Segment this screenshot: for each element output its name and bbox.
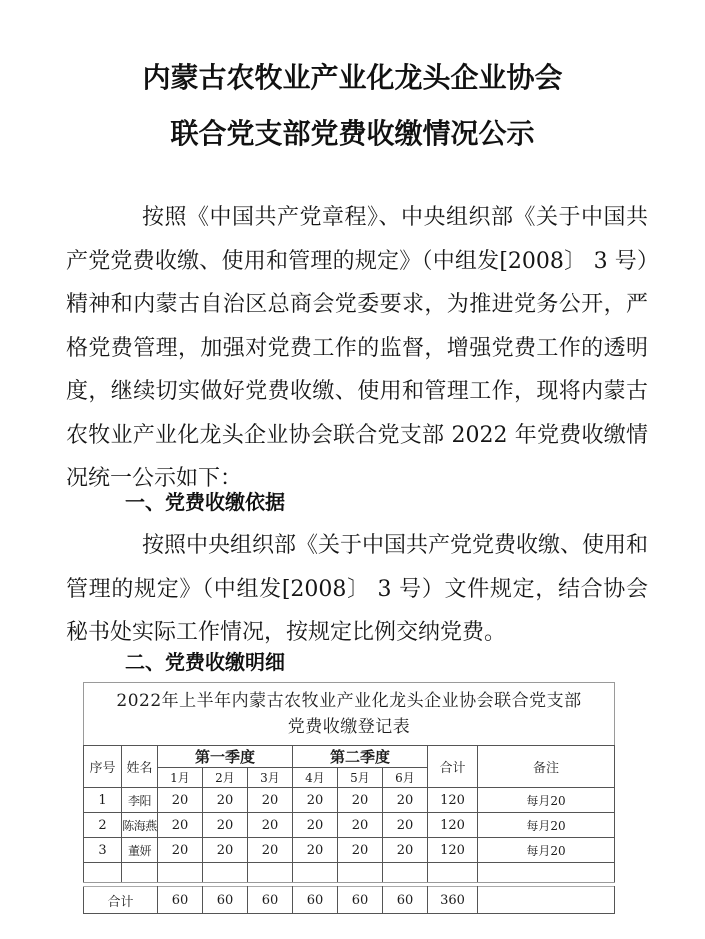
header-month: 2月 <box>203 768 248 788</box>
header-month: 1月 <box>158 768 203 788</box>
cell-month-amount: 20 <box>248 788 293 813</box>
table-title-row <box>84 683 615 746</box>
cell-month-total: 60 <box>293 887 338 914</box>
cell-empty <box>122 863 158 883</box>
table-title-line2: 党费收缴登记表 <box>287 717 411 737</box>
cell-month-total: 60 <box>203 887 248 914</box>
header-month: 5月 <box>338 768 383 788</box>
cell-month-total: 60 <box>158 887 203 914</box>
cell-month-amount: 20 <box>158 838 203 863</box>
table-row <box>84 788 615 813</box>
cell-empty <box>293 863 338 883</box>
header-month: 3月 <box>248 768 293 788</box>
cell-month-total: 60 <box>383 887 428 914</box>
document-title <box>0 50 705 162</box>
cell-month-amount: 20 <box>248 838 293 863</box>
cell-month-amount: 20 <box>203 813 248 838</box>
section1-paragraph: 按照中央组织部《关于中国共产党党费收缴、使用和管理的规定》（中组发[2008〕 3 号）文件规定，结合协会秘书处实际工作情况，按规定比例交纳党费。 <box>66 533 649 645</box>
table-empty-row <box>84 863 615 883</box>
header-seq: 序号 <box>84 746 122 788</box>
cell-month-amount: 20 <box>338 838 383 863</box>
intro-paragraph: 按照《中国共产党章程》、中央组织部《关于中国共产党党费收缴、使用和管理的规定》（中组发[2008〕 3 号）精神和内蒙古自治区总商会党委要求，为推进党务公开，严格党费管理，加强对党费工作的监督，增强党费工作的透明度，继续切实做好党费收缴、使用和管理工作，现将内蒙古农牧业产业化龙头企业协会联合党支部 2022 年党费收缴情况统一公示如下： <box>66 205 648 491</box>
cell-empty <box>478 863 615 883</box>
header-month: 4月 <box>293 768 338 788</box>
total-label: 合计 <box>84 887 158 914</box>
table-title-line1: 2022年上半年内蒙古农牧业产业化龙头企业协会联合党支部 <box>116 691 582 711</box>
header-total: 合计 <box>428 746 478 788</box>
cell-grand-total: 360 <box>428 887 478 914</box>
header-month: 6月 <box>383 768 428 788</box>
cell-name: 董妍 <box>122 838 158 863</box>
cell-empty <box>428 863 478 883</box>
cell-total: 120 <box>428 838 478 863</box>
fee-table-total <box>83 886 615 914</box>
cell-month-amount: 20 <box>203 838 248 863</box>
section2-heading: 二、党费收缴明细 <box>125 650 285 674</box>
cell-month-amount: 20 <box>383 813 428 838</box>
table-row <box>84 813 615 838</box>
cell-total: 120 <box>428 813 478 838</box>
header-row-quarters <box>84 746 615 768</box>
table-title <box>84 683 615 746</box>
header-remark: 备注 <box>478 746 615 788</box>
header-name: 姓名 <box>122 746 158 788</box>
cell-empty <box>158 863 203 883</box>
cell-month-amount: 20 <box>158 813 203 838</box>
cell-seq: 3 <box>84 838 122 863</box>
cell-seq: 2 <box>84 813 122 838</box>
cell-month-total: 60 <box>248 887 293 914</box>
cell-month-amount: 20 <box>293 788 338 813</box>
cell-name: 李阳 <box>122 788 158 813</box>
cell-remark <box>478 887 615 914</box>
cell-month-amount: 20 <box>203 788 248 813</box>
cell-total: 120 <box>428 788 478 813</box>
header-quarter1: 第一季度 <box>158 746 293 768</box>
document-title-line2: 联合党支部党费收缴情况公示 <box>170 117 535 150</box>
header-quarter2: 第二季度 <box>293 746 428 768</box>
cell-month-amount: 20 <box>338 788 383 813</box>
cell-month-total: 60 <box>338 887 383 914</box>
cell-month-amount: 20 <box>158 788 203 813</box>
section1-heading: 一、党费收缴依据 <box>125 490 285 514</box>
fee-registration-table <box>83 682 615 914</box>
table-row <box>84 838 615 863</box>
cell-remark: 每月20 <box>478 813 615 838</box>
cell-month-amount: 20 <box>383 838 428 863</box>
table-total-row <box>84 887 615 914</box>
cell-month-amount: 20 <box>293 838 338 863</box>
cell-seq: 1 <box>84 788 122 813</box>
fee-table-main <box>83 682 615 883</box>
cell-empty <box>203 863 248 883</box>
cell-remark: 每月20 <box>478 838 615 863</box>
cell-empty <box>248 863 293 883</box>
cell-name: 陈海燕 <box>122 813 158 838</box>
cell-month-amount: 20 <box>383 788 428 813</box>
cell-empty <box>338 863 383 883</box>
cell-month-amount: 20 <box>248 813 293 838</box>
cell-month-amount: 20 <box>338 813 383 838</box>
cell-empty <box>383 863 428 883</box>
cell-remark: 每月20 <box>478 788 615 813</box>
cell-month-amount: 20 <box>293 813 338 838</box>
document-title-line1: 内蒙古农牧业产业化龙头企业协会 <box>142 61 563 94</box>
cell-empty <box>84 863 122 883</box>
